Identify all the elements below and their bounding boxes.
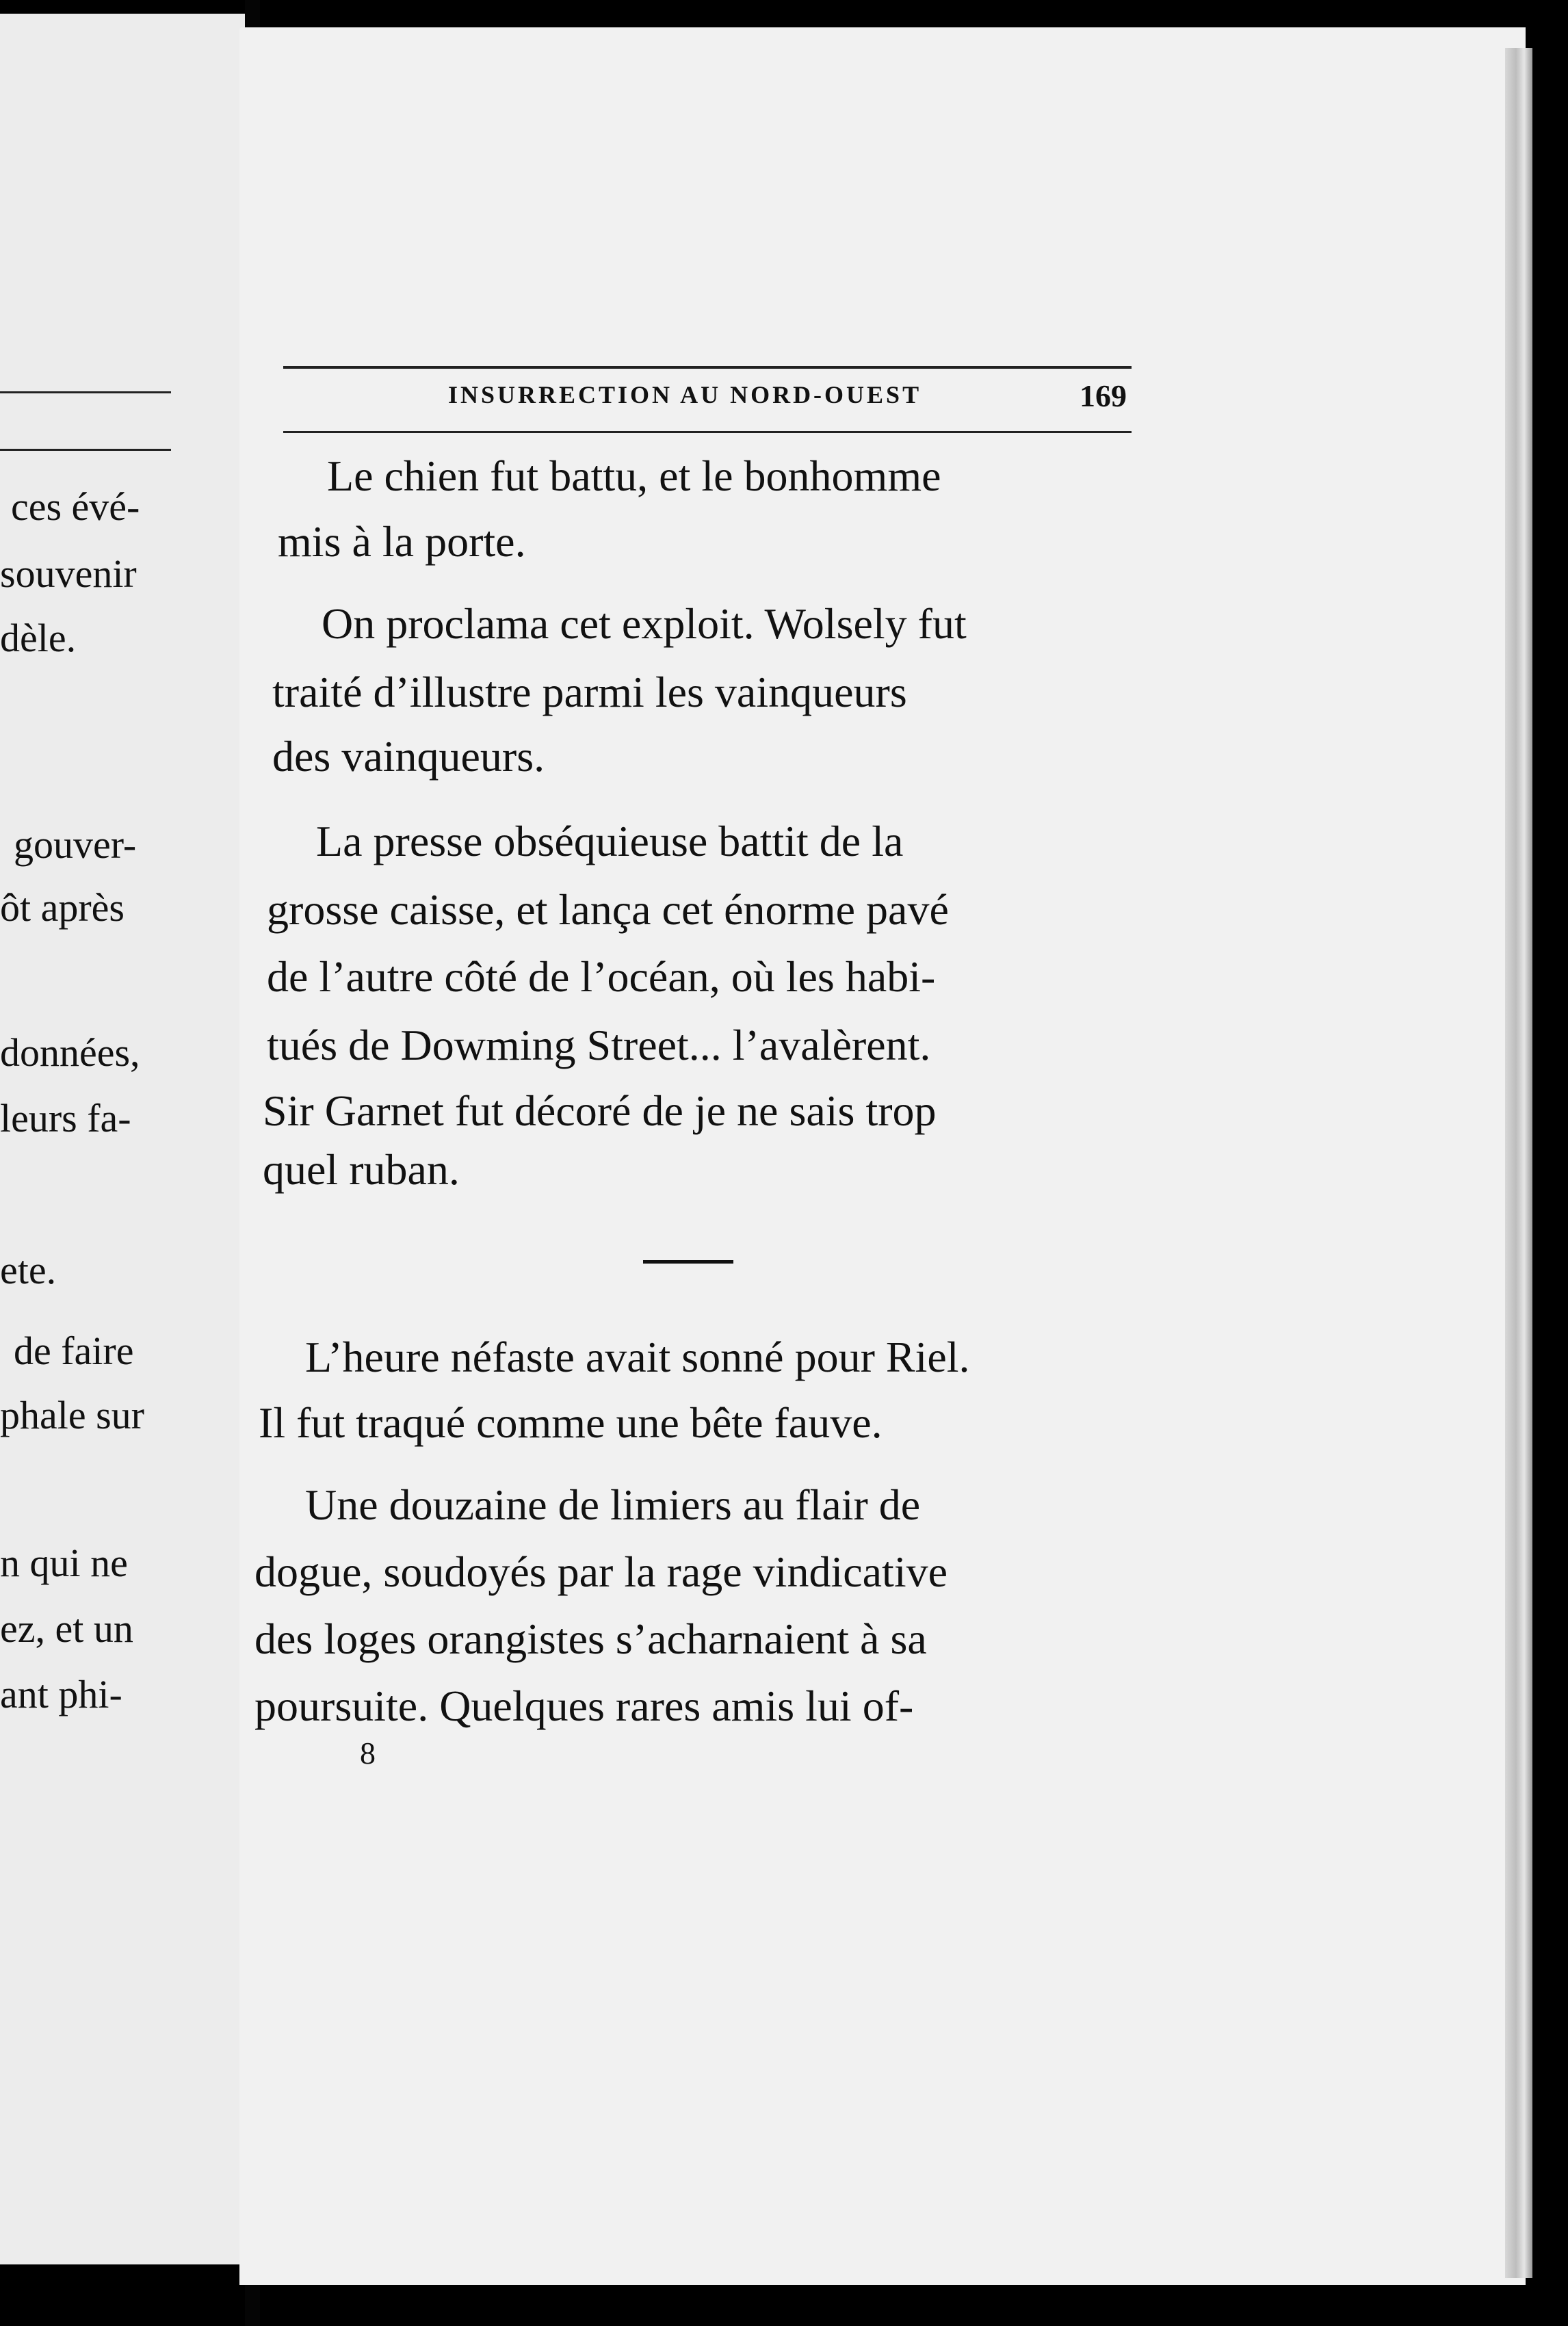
left-text-line: ete. (0, 1248, 57, 1292)
left-text-line: gouver- (14, 822, 137, 867)
body-line: grosse caisse, et lança cet énorme pavé (267, 885, 949, 934)
body-line: dogue, soudoyés par la rage vindicative (254, 1547, 948, 1596)
left-text-line: n qui ne (0, 1541, 128, 1585)
body-line: mis à la porte. (278, 517, 526, 566)
left-header-rule (0, 449, 171, 451)
left-header-rule (0, 391, 171, 393)
left-text-line: ant phi- (0, 1672, 122, 1716)
body-line: des loges orangistes s’acharnaient à sa (254, 1615, 927, 1663)
left-text-line: de faire (14, 1329, 134, 1373)
body-line: Sir Garnet fut décoré de je ne sais trop (263, 1086, 937, 1135)
left-text-line: souvenir (0, 551, 137, 596)
body-line: traité d’illustre parmi les vainqueurs (272, 668, 907, 716)
body-line: poursuite. Quelques rares amis lui of- (254, 1682, 914, 1730)
left-text-line: ez, et un (0, 1606, 133, 1651)
body-line: On proclama cet exploit. Wolsely fut (322, 599, 967, 648)
left-text-line: phale sur (0, 1393, 144, 1437)
left-text-line: ôt après (0, 885, 125, 930)
left-text-line: dèle. (0, 616, 77, 660)
body-line: des vainqueurs. (272, 732, 545, 781)
page-number: 169 (1080, 378, 1127, 413)
left-text-line: leurs fa- (0, 1096, 131, 1140)
header-rule-top (283, 366, 1132, 369)
page-edge-stack (1505, 48, 1532, 2278)
left-text-line: ces évé- (11, 484, 140, 529)
body-line: quel ruban. (263, 1145, 460, 1194)
body-line: tués de Dowming Street... l’avalèrent. (267, 1021, 931, 1069)
body-line: Une douzaine de limiers au flair de (305, 1480, 921, 1529)
body-line: de l’autre côté de l’océan, où les habi- (267, 952, 936, 1001)
body-line: L’heure néfaste avait sonné pour Riel. (305, 1333, 970, 1381)
header-rule-bottom (283, 431, 1132, 433)
section-separator (643, 1260, 733, 1264)
left-page (0, 14, 245, 2264)
running-title: INSURRECTION AU NORD-OUEST (448, 381, 922, 408)
signature-mark: 8 (360, 1736, 376, 1770)
left-text-line: données, (0, 1030, 140, 1075)
body-line: Le chien fut battu, et le bonhomme (327, 452, 941, 500)
body-line: La presse obséquieuse battit de la (316, 817, 904, 865)
body-line: Il fut traqué comme une bête fauve. (259, 1398, 883, 1447)
